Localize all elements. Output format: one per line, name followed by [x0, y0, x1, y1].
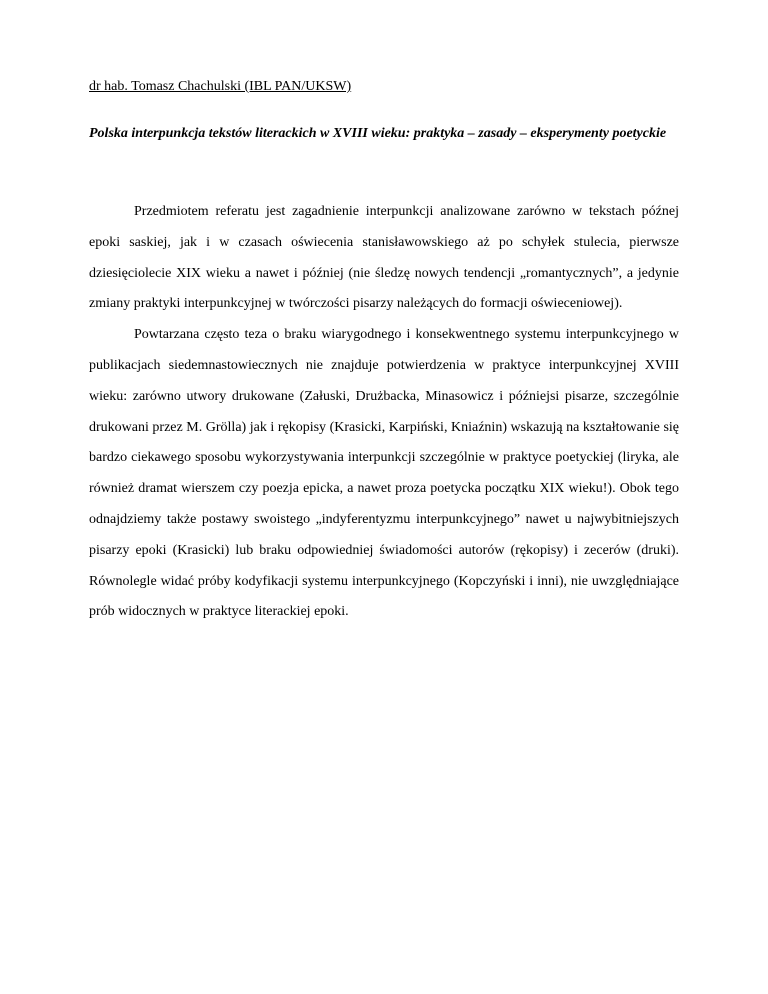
paragraph: Przedmiotem referatu jest zagadnienie interpunkcji analizowane zarówno w tekstach późnej epoki saskiej, jak i w czasach oświecenia stanisławowskiego aż po schyłek stulecia, pierwsze dziesięciolecie XIX wieku a nawet i później (nie śledzę nowych tendencji „romantycznych”, a jedynie zmiany praktyki interpunkcyjnej w twórczości pisarzy należących do formacji oświeceniowej). — [89, 204, 679, 312]
document-title: Polska interpunkcja tekstów literackich w XVIII wieku: praktyka – zasady – eksperymenty poetyckie — [89, 126, 667, 141]
document-page — [89, 78, 679, 628]
paragraph: Powtarzana często teza o braku wiarygodnego i konsekwentnego systemu interpunkcyjnego w publikacjach siedemnastowiecznych nie znajduje potwierdzenia w praktyce interpunkcyjnej XVIII wieku: zarówno utwory drukowane (Załuski, Drużbacka, Minasowicz i późniejsi pisarze, szczególnie drukowani przez M. Grölla) jak i rękopisy (Krasicki, Karpiński, Kniaźnin) wskazują na kształtowanie się bardzo ciekawego sposobu wykorzystywania interpunkcji szczególnie w praktyce poetyckiej (liryka, ale również dramat wierszem czy poezja epicka, a nawet proza poetycka początku XIX wieku!). Obok tego odnajdziemy także postawy swoistego „indyferentyzmu interpunkcyjnego” nawet u najwybitniejszych pisarzy epoki (Krasicki) lub braku odpowiedniej świadomości autorów (rękopisy) i zecerów (druki). Równolegle widać próby kodyfikacji systemu interpunkcyjnego (Kopczyński i inni), nie uwzględniające prób widocznych w praktyce literackiej epoki. — [89, 327, 679, 620]
abstract-body — [89, 197, 679, 628]
author-line: dr hab. Tomasz Chachulski (IBL PAN/UKSW) — [89, 79, 352, 94]
